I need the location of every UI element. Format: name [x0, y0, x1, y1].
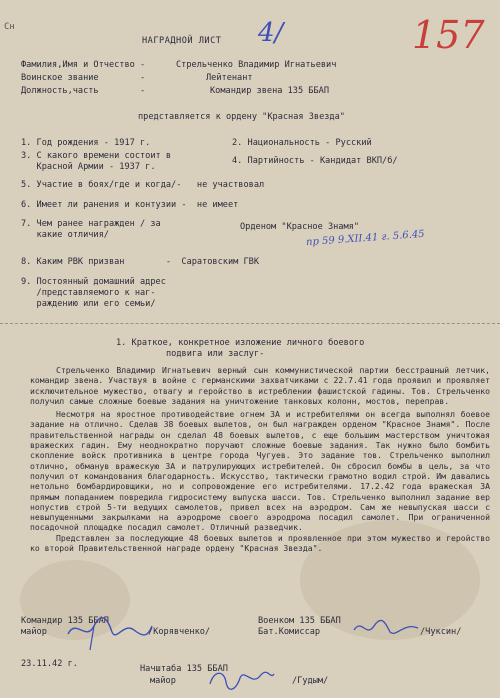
commander-name: /Корявченко/	[148, 627, 211, 637]
handwritten-order-note: пр 59 9.XII.41 г. 5.6.45	[305, 228, 425, 249]
red-pencil-number: 157	[412, 13, 485, 57]
previous-award-value: Орденом "Красное Знамя"	[240, 222, 359, 232]
chief-of-staff-title: Начштаба 135 ББАП	[140, 664, 228, 674]
commander-rank: майор	[21, 627, 47, 637]
field-party: 4. Партийность - Кандидат ВКП/б/	[232, 156, 398, 166]
document-date: 23.11.42 г.	[21, 659, 78, 669]
identity-value: Лейтенант	[206, 73, 253, 83]
field-previous-awards: какие отличия/	[21, 230, 109, 240]
commissar-name: /Чуксин/	[420, 627, 462, 637]
field-wounds: 6. Имеет ли ранения и контузии - не имеет	[21, 200, 239, 210]
field-draft-office: 8. Каким РВК призван - Саратовским ГВК	[21, 257, 259, 267]
commissar-title: Военком 135 ББАП	[258, 616, 341, 626]
commander-signature	[64, 612, 154, 652]
field-birth-year: 1. Год рождения - 1917 г.	[21, 138, 151, 148]
field-home-address: раждению или его семьи/	[21, 299, 156, 309]
field-home-address: /представляемого к наг-	[21, 288, 156, 298]
commissar-signature	[352, 614, 422, 644]
citation-text	[30, 365, 490, 553]
field-previous-awards: 7. Чем ранее награжден / за	[21, 219, 161, 229]
chief-of-staff-name: /Гудым/	[292, 676, 329, 686]
section-heading: подвига или заслуг-	[166, 349, 265, 359]
identity-label: Фамилия,Имя и Отчество -	[21, 60, 146, 70]
document-title: НАГРАДНОЙ ЛИСТ	[142, 36, 222, 46]
identity-value: Стрельченко Владимир Игнатьевич	[176, 60, 337, 70]
chief-of-staff-signature	[206, 664, 276, 694]
citation-paragraph: Несмотря на яростное противодействие огнем ЗА и истребителями он всегда выполнял боевое задание на отлично. Сделав 38 боевых вылетов, он был награжден орденом "Красное Знамя". После правительственной награды он сделал 48 боевых вылетов, с еще большим мастерством уничтожая вражеских гадин. Ему неоднократно поручают сложные боевые задания. Так нужно было бомбить скопление войск противника в центре города Чугуев. Это задание тов. Стрельченко выполнил отлично, обманув вражескую ЗА и патрулирующих истребителей. Он сбросил бомбы в цель, за что получил от командования благодарность. Искусство, тактически грамотно водил строй. Им давались нетольно бомбардировщики, но и сопровождение его истребителями. 17.2.42 года вражеская ЗА прямым попаданием повредила гидросистему выпуска шасси. Тов. Стрельченко выполнил задание вер нопустив строй 5-ти ведущих самолетов, привел всех на аэродром. Сам же невыпуская шасси с невыпущенными закрылками на аэродроме своего аэродрома посадил самолет. При ограниченной посадочной площадке посадил самолет. Отличный разведчик.	[30, 409, 490, 533]
field-nationality: 2. Национальность - Русский	[232, 138, 372, 148]
nomination-line: представляется к ордену "Красная Звезда"	[138, 112, 345, 122]
citation-paragraph: Стрельченко Владимир Игнатьевич верный сын коммунистической партии бесстрашный летчик, командир звена. Участвуя в войне с германскими захватчиками с 22.7.41 года проявил и проявляет исключительное мужество, отвагу и геройство в истреблении фашистской гадины. Тов. Стрельченко получил самые сложные боевые задания на уничтожение танковых колонн, мостов, переправ.	[30, 365, 490, 406]
chief-of-staff-rank: майор	[150, 676, 176, 686]
citation-paragraph: Представлен за последующие 48 боевых вылетов и проявленное при этом мужество и геройство ко второй Правительственной награде ордену "Красная Звезда".	[30, 532, 490, 554]
corner-mark: Сн	[4, 22, 15, 32]
commander-title: Командир 135 ББАП	[21, 616, 109, 626]
identity-label: Воинское звание -	[21, 73, 146, 83]
handwritten-number: 4/	[258, 18, 284, 48]
field-combat: 5. Участие в боях/где и когда/- не участвовал	[21, 180, 265, 190]
field-home-address: 9. Постоянный домашний адрес	[21, 277, 166, 287]
commissar-rank: Бат.Комиссар	[258, 627, 321, 637]
identity-label: Должность,часть -	[21, 86, 146, 96]
identity-value: Командир звена 135 ББАП	[210, 86, 329, 96]
section-heading: 1. Краткое, конкретное изложение личного боевого	[116, 338, 365, 348]
fold-line	[0, 323, 500, 324]
field-service-start: Красной Армии - 1937 г.	[21, 162, 156, 172]
field-service-start: 3. С какого времени состоит в	[21, 151, 172, 161]
